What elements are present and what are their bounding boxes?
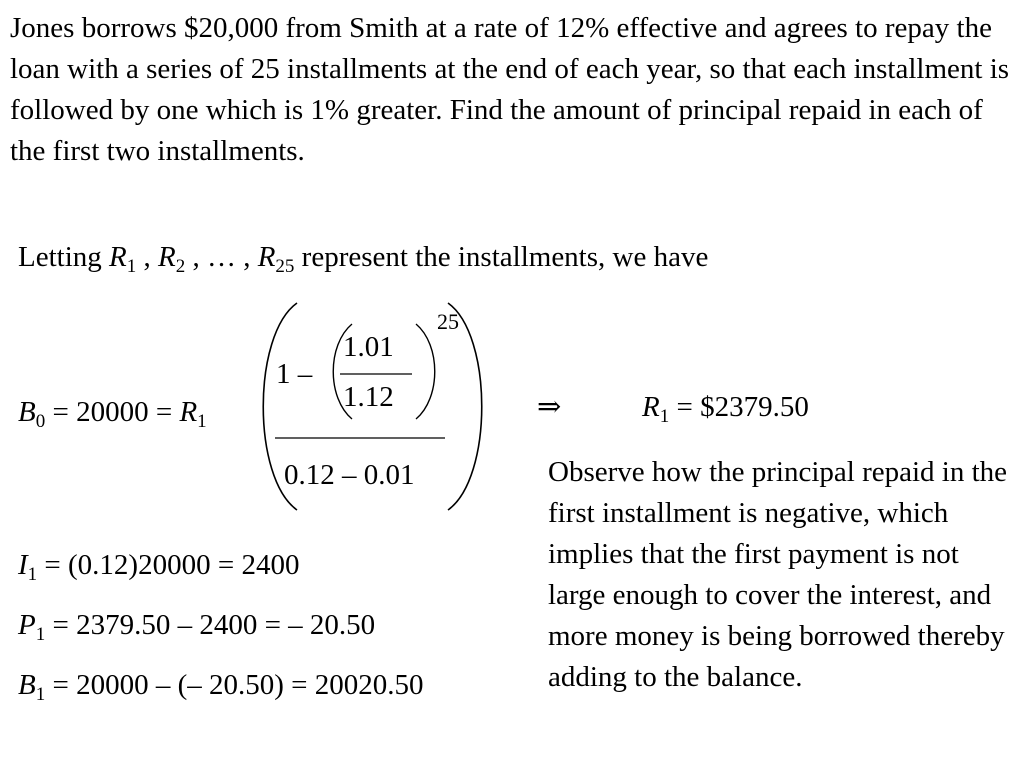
r-symbol: R (109, 241, 127, 273)
step-sub: 1 (27, 564, 38, 585)
letting-suffix: represent the installments, we have (294, 241, 709, 273)
inner-right-paren (416, 324, 435, 419)
one-minus: 1 – (276, 358, 313, 390)
step-expr: = (0.12)20000 = 2400 (37, 549, 300, 581)
step-expr: = 2379.50 – 2400 = – 20.50 (45, 609, 376, 641)
letting-sep-1: , (136, 241, 158, 273)
r-symbol: R (179, 396, 198, 428)
formula-equals-value: = 20000 = (45, 396, 180, 428)
step-symbol: P (18, 609, 36, 641)
result-value: = $2379.50 (669, 391, 809, 423)
r-sub-1: 1 (126, 256, 137, 277)
step-sub: 1 (35, 684, 46, 705)
r-sub-2: 2 (175, 256, 186, 277)
r-symbol: R (157, 241, 176, 273)
explanation-text: Observe how the principal repaid in the first installment is negative, which implies that the first payment is not large enough to cover the interest, and more money is being borrowed thereby adding to the balance. (548, 456, 1008, 693)
r-sub: 1 (197, 411, 207, 432)
result-sub: 1 (659, 406, 670, 427)
implies-symbol: ⇒ (537, 391, 562, 423)
letting-sep-2: , … , (185, 241, 258, 273)
step-interest (18, 548, 300, 585)
problem-statement: Jones borrows $20,000 from Smith at a rate of 12% effective and agrees to repay the loan with a series of 25 installments at the end of each year, so that each installment is followed by one which is 1% greater. Find the amount of principal repaid in each of the first two installments. (10, 12, 1010, 167)
step-sub: 1 (35, 624, 46, 645)
step-balance (18, 668, 424, 705)
inner-numerator: 1.01 (343, 331, 394, 363)
r-sub-25: 25 (275, 256, 295, 277)
result-symbol: R (642, 391, 660, 423)
formula-lhs (18, 395, 207, 432)
exponent: 25 (437, 309, 459, 334)
step-expr: = 20000 – (– 20.50) = 20020.50 (45, 669, 424, 701)
letting-prefix: Letting (18, 241, 110, 273)
formula-denominator: 0.12 – 0.01 (284, 459, 415, 491)
b-symbol: B (18, 396, 36, 428)
step-symbol: B (18, 669, 36, 701)
r-symbol: R (257, 241, 276, 273)
inner-denominator: 1.12 (343, 381, 394, 413)
step-principal (18, 608, 376, 645)
b-sub: 0 (35, 411, 46, 432)
step-symbol: I (18, 549, 28, 581)
result-line (642, 390, 809, 427)
